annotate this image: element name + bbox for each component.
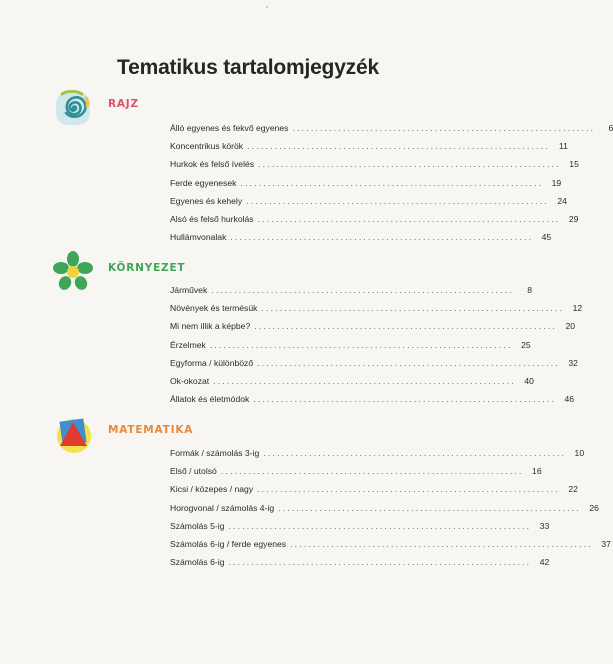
- section-title: KÖRNYEZET: [108, 262, 186, 274]
- toc-row: Álló egyenes és fekvő egyenes .................................................................. 6: [170, 123, 613, 133]
- toc-row: Számolás 5-ig .................................................................. 33: [170, 520, 550, 531]
- toc-row: Egyforma / különböző .................................................................. 32: [170, 357, 578, 368]
- toc-row: Kicsi / közepes / nagy .................................................................. 22: [170, 484, 578, 495]
- page-mark: [266, 6, 268, 8]
- section-title: RAJZ: [108, 98, 139, 110]
- toc-row: Első / utolsó .................................................................. 16: [170, 466, 542, 477]
- toc-row: Horogvonal / számolás 4-ig .................................................................. 26: [170, 502, 599, 513]
- toc-list-matematika: [170, 444, 611, 571]
- toc-row: Mi nem illik a képbe? .................................................................. 20: [170, 321, 576, 332]
- toc-row: Számolás 6-ig .................................................................. 42: [170, 557, 550, 568]
- toc-row: Ferde egyenesek .................................................................. 19: [170, 177, 562, 188]
- toc-list-kornyezet: [170, 281, 583, 408]
- toc-row: Formák / számolás 3-ig .................................................................. 10: [170, 448, 585, 458]
- toc-row: Növények és termésük .................................................................. 12: [170, 303, 583, 314]
- toc-row: Számolás 6-ig / ferde egyenes .................................................................. 37: [170, 538, 611, 549]
- toc-list-rajz: [170, 119, 613, 246]
- toc-row: Alsó és felső hurkolás .................................................................. 29: [170, 213, 579, 224]
- flower-icon: [52, 250, 94, 292]
- toc-row: Hurkok és felső ívelés .................................................................. 15: [170, 159, 579, 170]
- toc-row: Hullámvonalak .................................................................. 45: [170, 232, 552, 243]
- toc-row: Állatok és életmódok .................................................................. 46: [170, 394, 575, 405]
- page-title: Tematikus tartalomjegyzék: [117, 56, 379, 79]
- shapes-icon: [52, 412, 94, 454]
- spiral-icon: [52, 86, 94, 128]
- toc-row: Járművek .................................................................. 8: [170, 285, 533, 295]
- section-title: MATEMATIKA: [108, 424, 194, 436]
- toc-row: Koncentrikus körök .................................................................. 11: [170, 141, 568, 152]
- toc-row: Egyenes és kehely .................................................................. 24: [170, 195, 567, 206]
- toc-row: Érzelmek .................................................................. 25: [170, 339, 531, 350]
- toc-row: Ok-okozat .................................................................. 40: [170, 375, 534, 386]
